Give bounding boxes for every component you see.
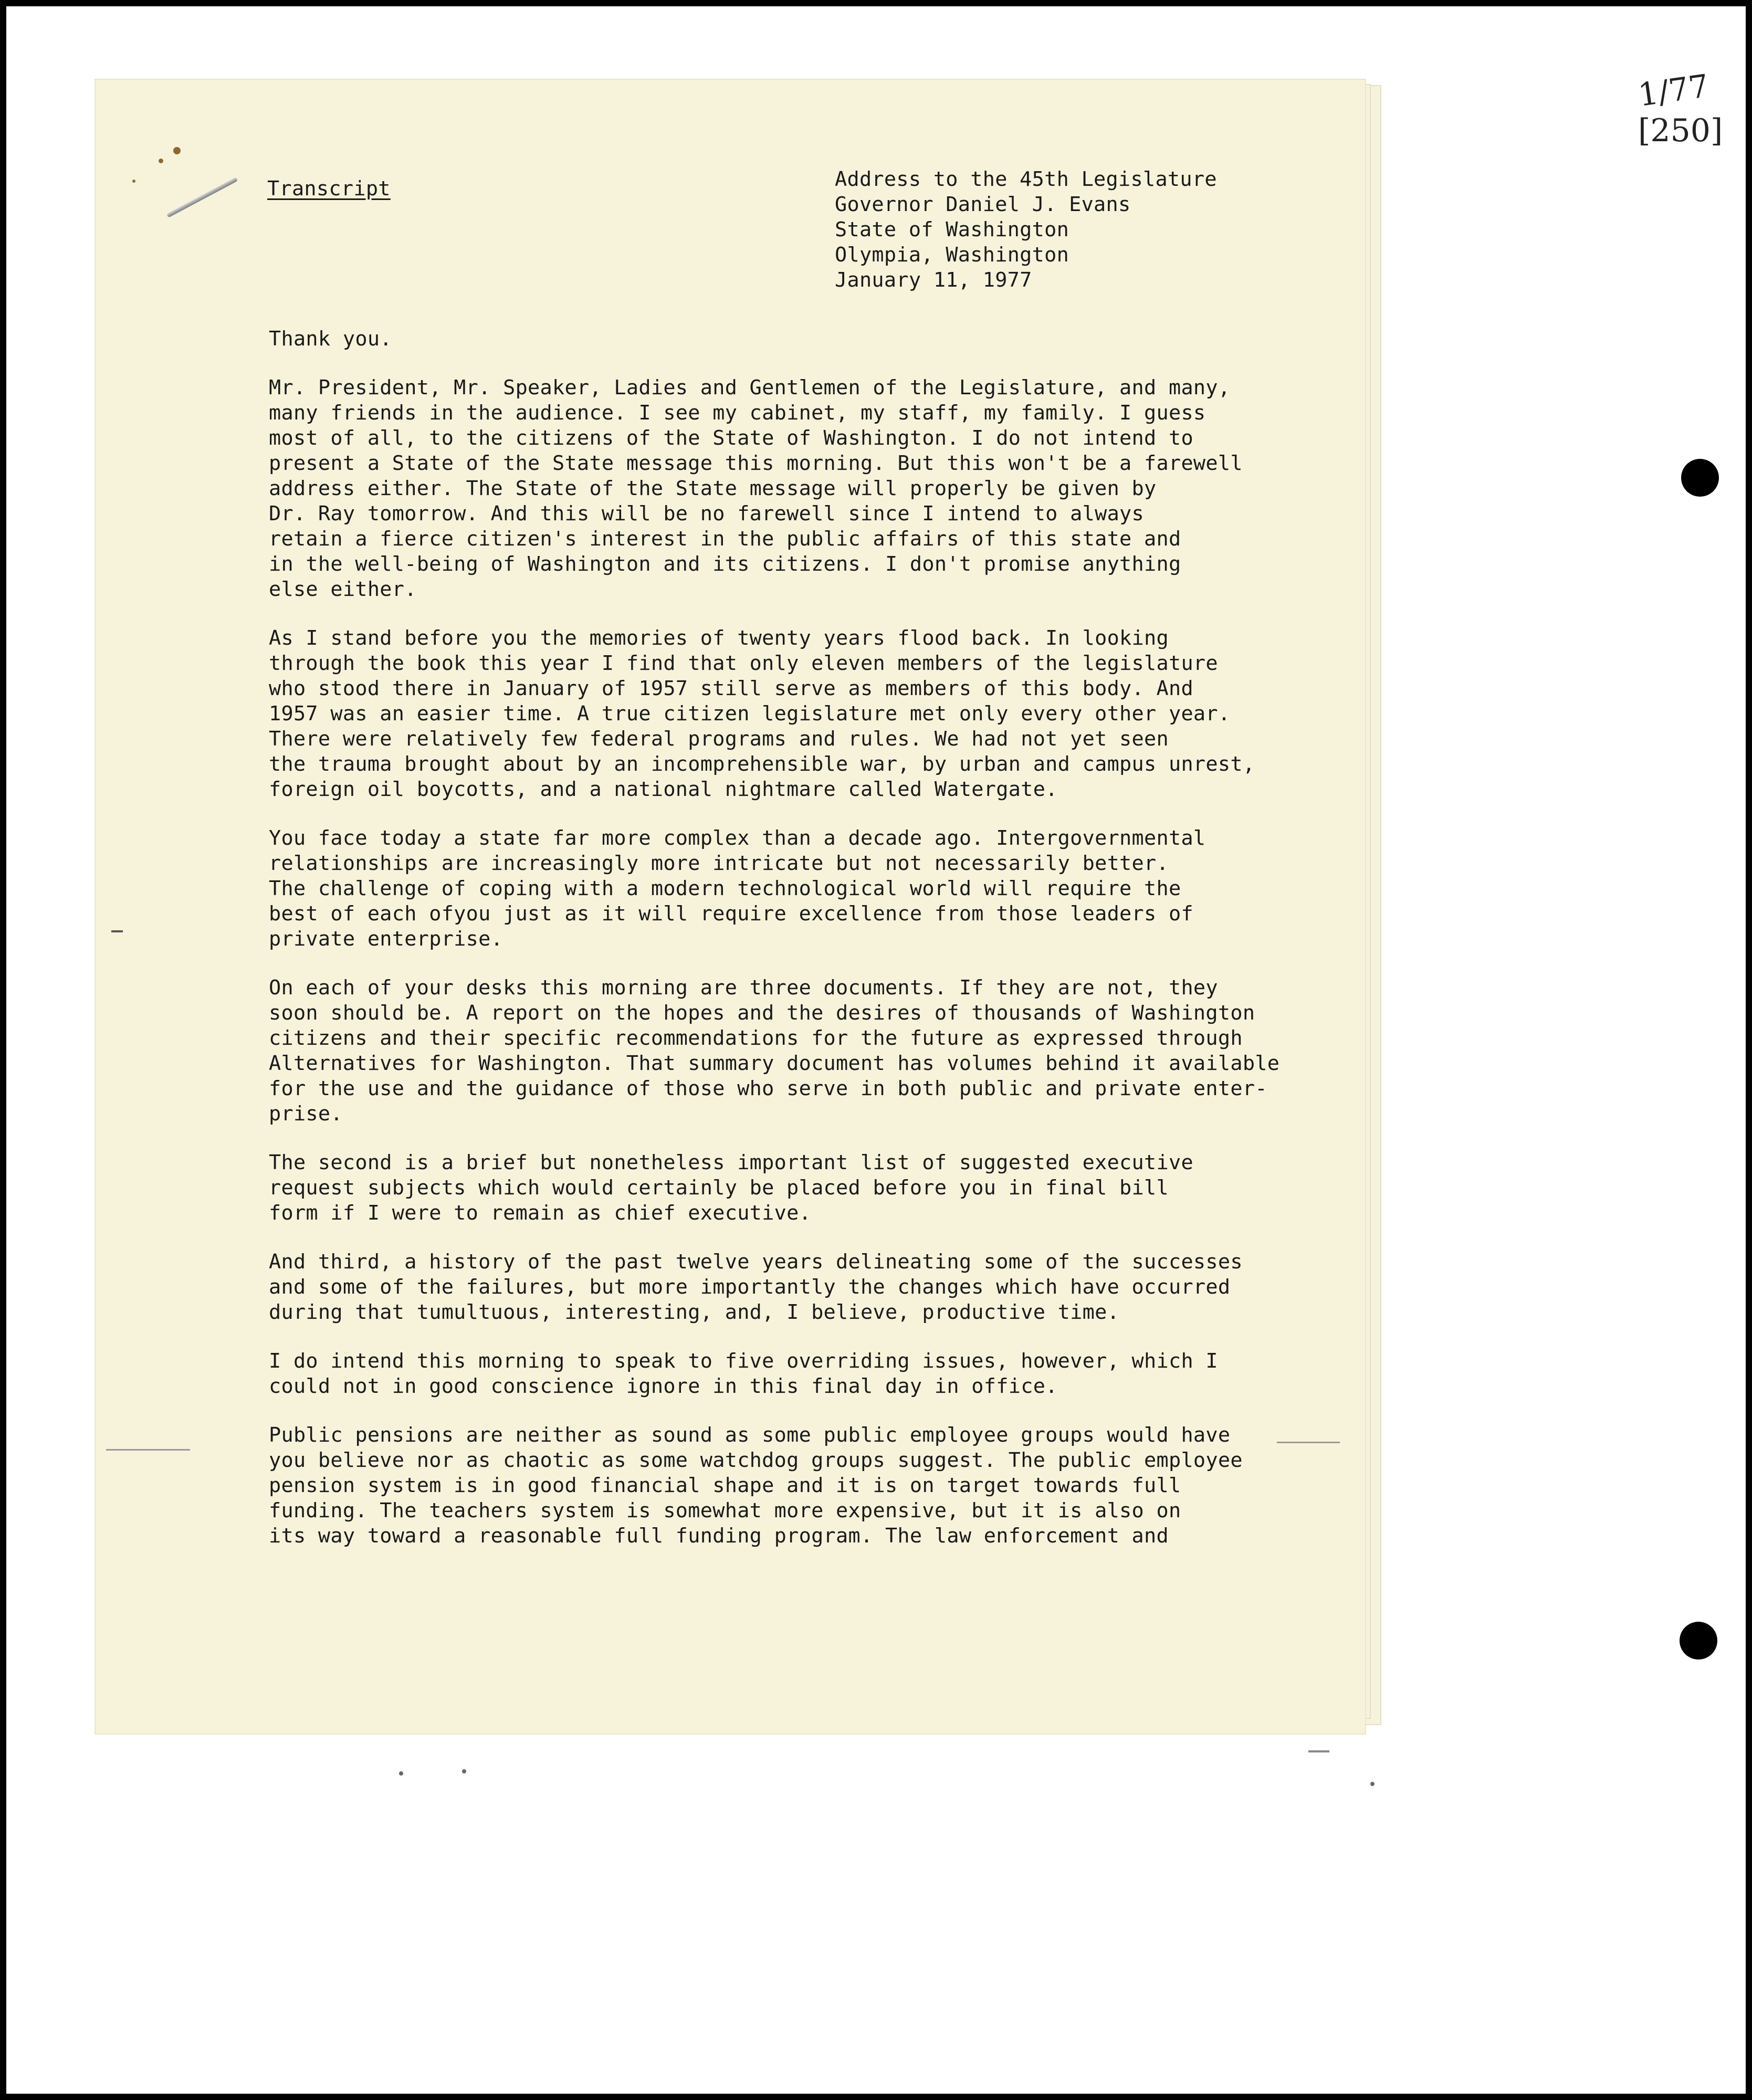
- text-line: funding. The teachers system is somewhat more expensive, but it is also on: [269, 1499, 1181, 1522]
- paragraph: [269, 826, 1329, 952]
- margin-mark: [462, 1769, 466, 1773]
- transcript-label: Transcript: [267, 177, 391, 201]
- staple-mark: [166, 177, 238, 217]
- text-line: request subjects which would certainly be placed before you in final bill: [269, 1176, 1169, 1200]
- stain-speck: [132, 180, 135, 183]
- paragraph: [269, 375, 1329, 602]
- punch-hole: [1681, 459, 1719, 497]
- text-line: Mr. President, Mr. Speaker, Ladies and Gentlemen of the Legislature, and many,: [269, 376, 1231, 400]
- margin-mark: [1370, 1782, 1375, 1786]
- paragraph: [269, 1250, 1329, 1325]
- text-line: for the use and the guidance of those who serve in both public and private enter-: [269, 1077, 1267, 1100]
- text-line: who stood there in January of 1957 still serve as members of this body. And: [269, 677, 1193, 700]
- address-line: State of Washington: [835, 218, 1069, 242]
- text-line: private enterprise.: [269, 927, 503, 951]
- margin-mark: [1308, 1750, 1329, 1752]
- document-page: [96, 80, 1365, 1734]
- text-line: On each of your desks this morning are three documents. If they are not, they: [269, 976, 1218, 1000]
- handwritten-bracket-number: [250]: [1638, 112, 1723, 149]
- text-line: its way toward a reasonable full funding program. The law enforcement and: [269, 1524, 1169, 1548]
- text-line: could not in good conscience ignore in this final day in office.: [269, 1374, 1058, 1398]
- text-line: you believe nor as chaotic as some watchdog groups suggest. The public employee: [269, 1448, 1243, 1472]
- punch-hole: [1680, 1622, 1717, 1660]
- text-line: most of all, to the citizens of the State of Washington. I do not intend to: [269, 426, 1193, 450]
- handwritten-fraction: 1/77: [1635, 67, 1712, 114]
- text-line: address either. The State of the State message will properly be given by: [269, 477, 1157, 500]
- text-line: citizens and their specific recommendations for the future as expressed through: [269, 1026, 1243, 1050]
- margin-mark: [106, 1449, 190, 1451]
- text-line: during that tumultuous, interesting, and, I believe, productive time.: [269, 1300, 1120, 1324]
- margin-mark: [399, 1771, 403, 1776]
- text-line: soon should be. A report on the hopes and the desires of thousands of Washington: [269, 1001, 1255, 1025]
- text-line: the trauma brought about by an incomprehensible war, by urban and campus unrest,: [269, 752, 1255, 776]
- margin-mark: [111, 930, 123, 932]
- text-line: I do intend this morning to speak to five overriding issues, however, which I: [269, 1349, 1218, 1373]
- address-block: [835, 167, 1217, 293]
- text-line: through the book this year I find that only eleven members of the legislature: [269, 652, 1218, 675]
- margin-mark: [1277, 1442, 1340, 1443]
- speech-body: [269, 327, 1329, 1572]
- paragraph: [269, 1150, 1329, 1226]
- text-line: in the well-being of Washington and its citizens. I don't promise anything: [269, 552, 1181, 576]
- text-line: As I stand before you the memories of twenty years flood back. In looking: [269, 626, 1169, 650]
- text-line: form if I were to remain as chief executive.: [269, 1201, 812, 1225]
- paragraph: [269, 626, 1329, 802]
- text-line: Dr. Ray tomorrow. And this will be no farewell since I intend to always: [269, 502, 1145, 526]
- paragraph: [269, 1423, 1329, 1549]
- text-line: many friends in the audience. I see my cabinet, my staff, my family. I guess: [269, 401, 1206, 425]
- text-line: Thank you.: [269, 327, 392, 351]
- address-line: Address to the 45th Legislature: [835, 167, 1217, 191]
- stain-speck: [159, 159, 163, 163]
- stain-speck: [173, 147, 181, 154]
- text-line: The challenge of coping with a modern technological world will require the: [269, 877, 1181, 900]
- address-line: Olympia, Washington: [835, 243, 1069, 267]
- text-line: foreign oil boycotts, and a national nightmare called Watergate.: [269, 778, 1058, 801]
- text-line: and some of the failures, but more importantly the changes which have occurred: [269, 1275, 1231, 1299]
- text-line: pension system is in good financial shape and it is on target towards full: [269, 1474, 1181, 1497]
- text-line: There were relatively few federal programs and rules. We had not yet seen: [269, 727, 1169, 751]
- paragraph: [269, 975, 1329, 1127]
- text-line: You face today a state far more complex than a decade ago. Intergovernmental: [269, 826, 1206, 850]
- text-line: The second is a brief but nonetheless important list of suggested executive: [269, 1151, 1193, 1174]
- address-line: January 11, 1977: [835, 268, 1032, 292]
- text-line: retain a fierce citizen's interest in the public affairs of this state and: [269, 527, 1181, 551]
- paragraph: [269, 1349, 1329, 1399]
- text-line: prise.: [269, 1102, 343, 1126]
- address-line: Governor Daniel J. Evans: [835, 193, 1131, 216]
- text-line: Alternatives for Washington. That summary document has volumes behind it available: [269, 1052, 1280, 1075]
- paragraph: [269, 327, 1329, 352]
- text-line: best of each ofyou just as it will require excellence from those leaders of: [269, 902, 1193, 926]
- text-line: else either.: [269, 578, 417, 601]
- text-line: Public pensions are neither as sound as some public employee groups would have: [269, 1423, 1231, 1447]
- text-line: 1957 was an easier time. A true citizen legislature met only every other year.: [269, 702, 1231, 726]
- text-line: present a State of the State message this morning. But this won't be a farewell: [269, 452, 1243, 475]
- handwritten-annotation: [1635, 67, 1723, 151]
- text-line: relationships are increasingly more intricate but not necessarily better.: [269, 852, 1169, 875]
- text-line: And third, a history of the past twelve years delineating some of the successes: [269, 1250, 1243, 1274]
